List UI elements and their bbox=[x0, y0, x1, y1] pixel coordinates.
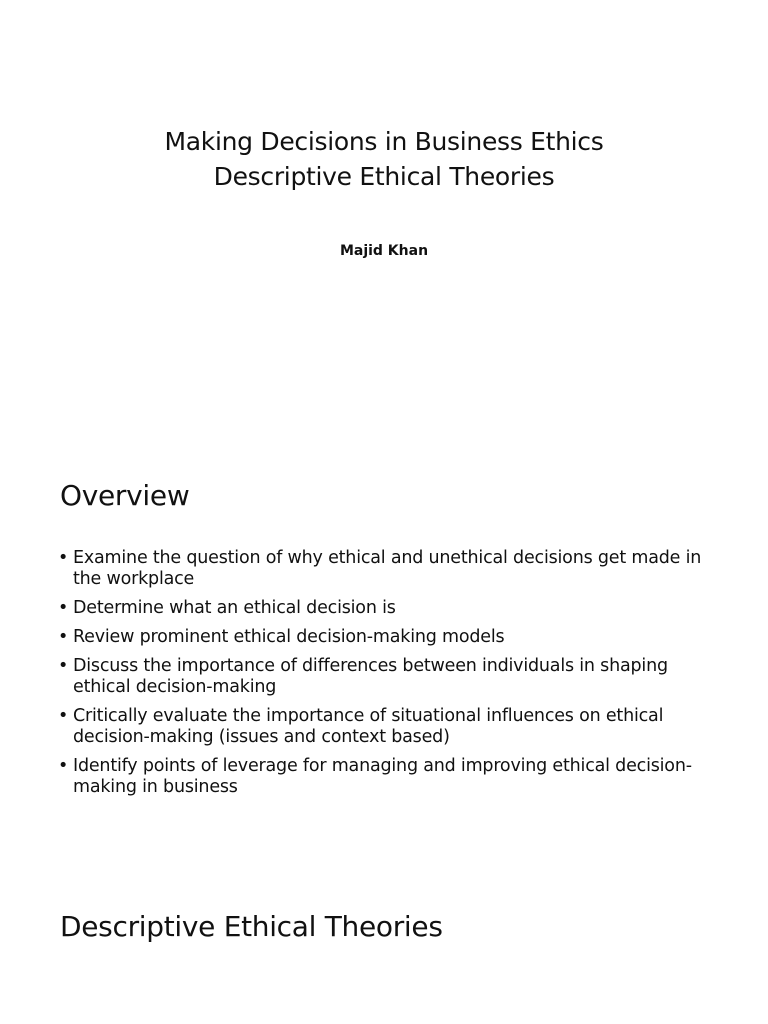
bullet-text: Review prominent ethical decision-making models bbox=[73, 627, 505, 647]
title-slide bbox=[0, 0, 768, 432]
bullet-text: Examine the question of why ethical and unethical decisions get made in the workplace bbox=[73, 548, 702, 589]
overview-heading: Overview bbox=[60, 479, 190, 512]
title-line-1: Making Decisions in Business Ethics bbox=[164, 127, 604, 156]
bullet-icon: • bbox=[58, 656, 69, 676]
overview-slide bbox=[0, 432, 768, 864]
bullet-item bbox=[58, 598, 718, 619]
bullet-item bbox=[58, 706, 718, 748]
bullet-item bbox=[58, 548, 718, 590]
slide-title bbox=[0, 124, 768, 194]
bullet-text: Discuss the importance of differences between individuals in shaping ethical decision-making bbox=[73, 656, 668, 697]
descriptive-theories-slide bbox=[0, 864, 768, 1024]
bullet-icon: • bbox=[58, 706, 69, 726]
author-name: Majid Khan bbox=[339, 243, 429, 259]
title-line-2: Descriptive Ethical Theories bbox=[213, 162, 555, 191]
bullet-item bbox=[58, 656, 718, 698]
overview-bullet-list bbox=[58, 548, 718, 806]
bullet-item bbox=[58, 756, 718, 798]
bullet-text: Identify points of leverage for managing and improving ethical decision-making in business bbox=[73, 756, 692, 797]
bullet-icon: • bbox=[58, 627, 69, 647]
bullet-text: Critically evaluate the importance of situational influences on ethical decision-making (issues and context based) bbox=[73, 706, 664, 747]
descriptive-theories-heading: Descriptive Ethical Theories bbox=[60, 910, 443, 943]
bullet-icon: • bbox=[58, 756, 69, 776]
bullet-text: Determine what an ethical decision is bbox=[73, 598, 396, 618]
bullet-icon: • bbox=[58, 548, 69, 568]
bullet-icon: • bbox=[58, 598, 69, 618]
bullet-item bbox=[58, 627, 718, 648]
